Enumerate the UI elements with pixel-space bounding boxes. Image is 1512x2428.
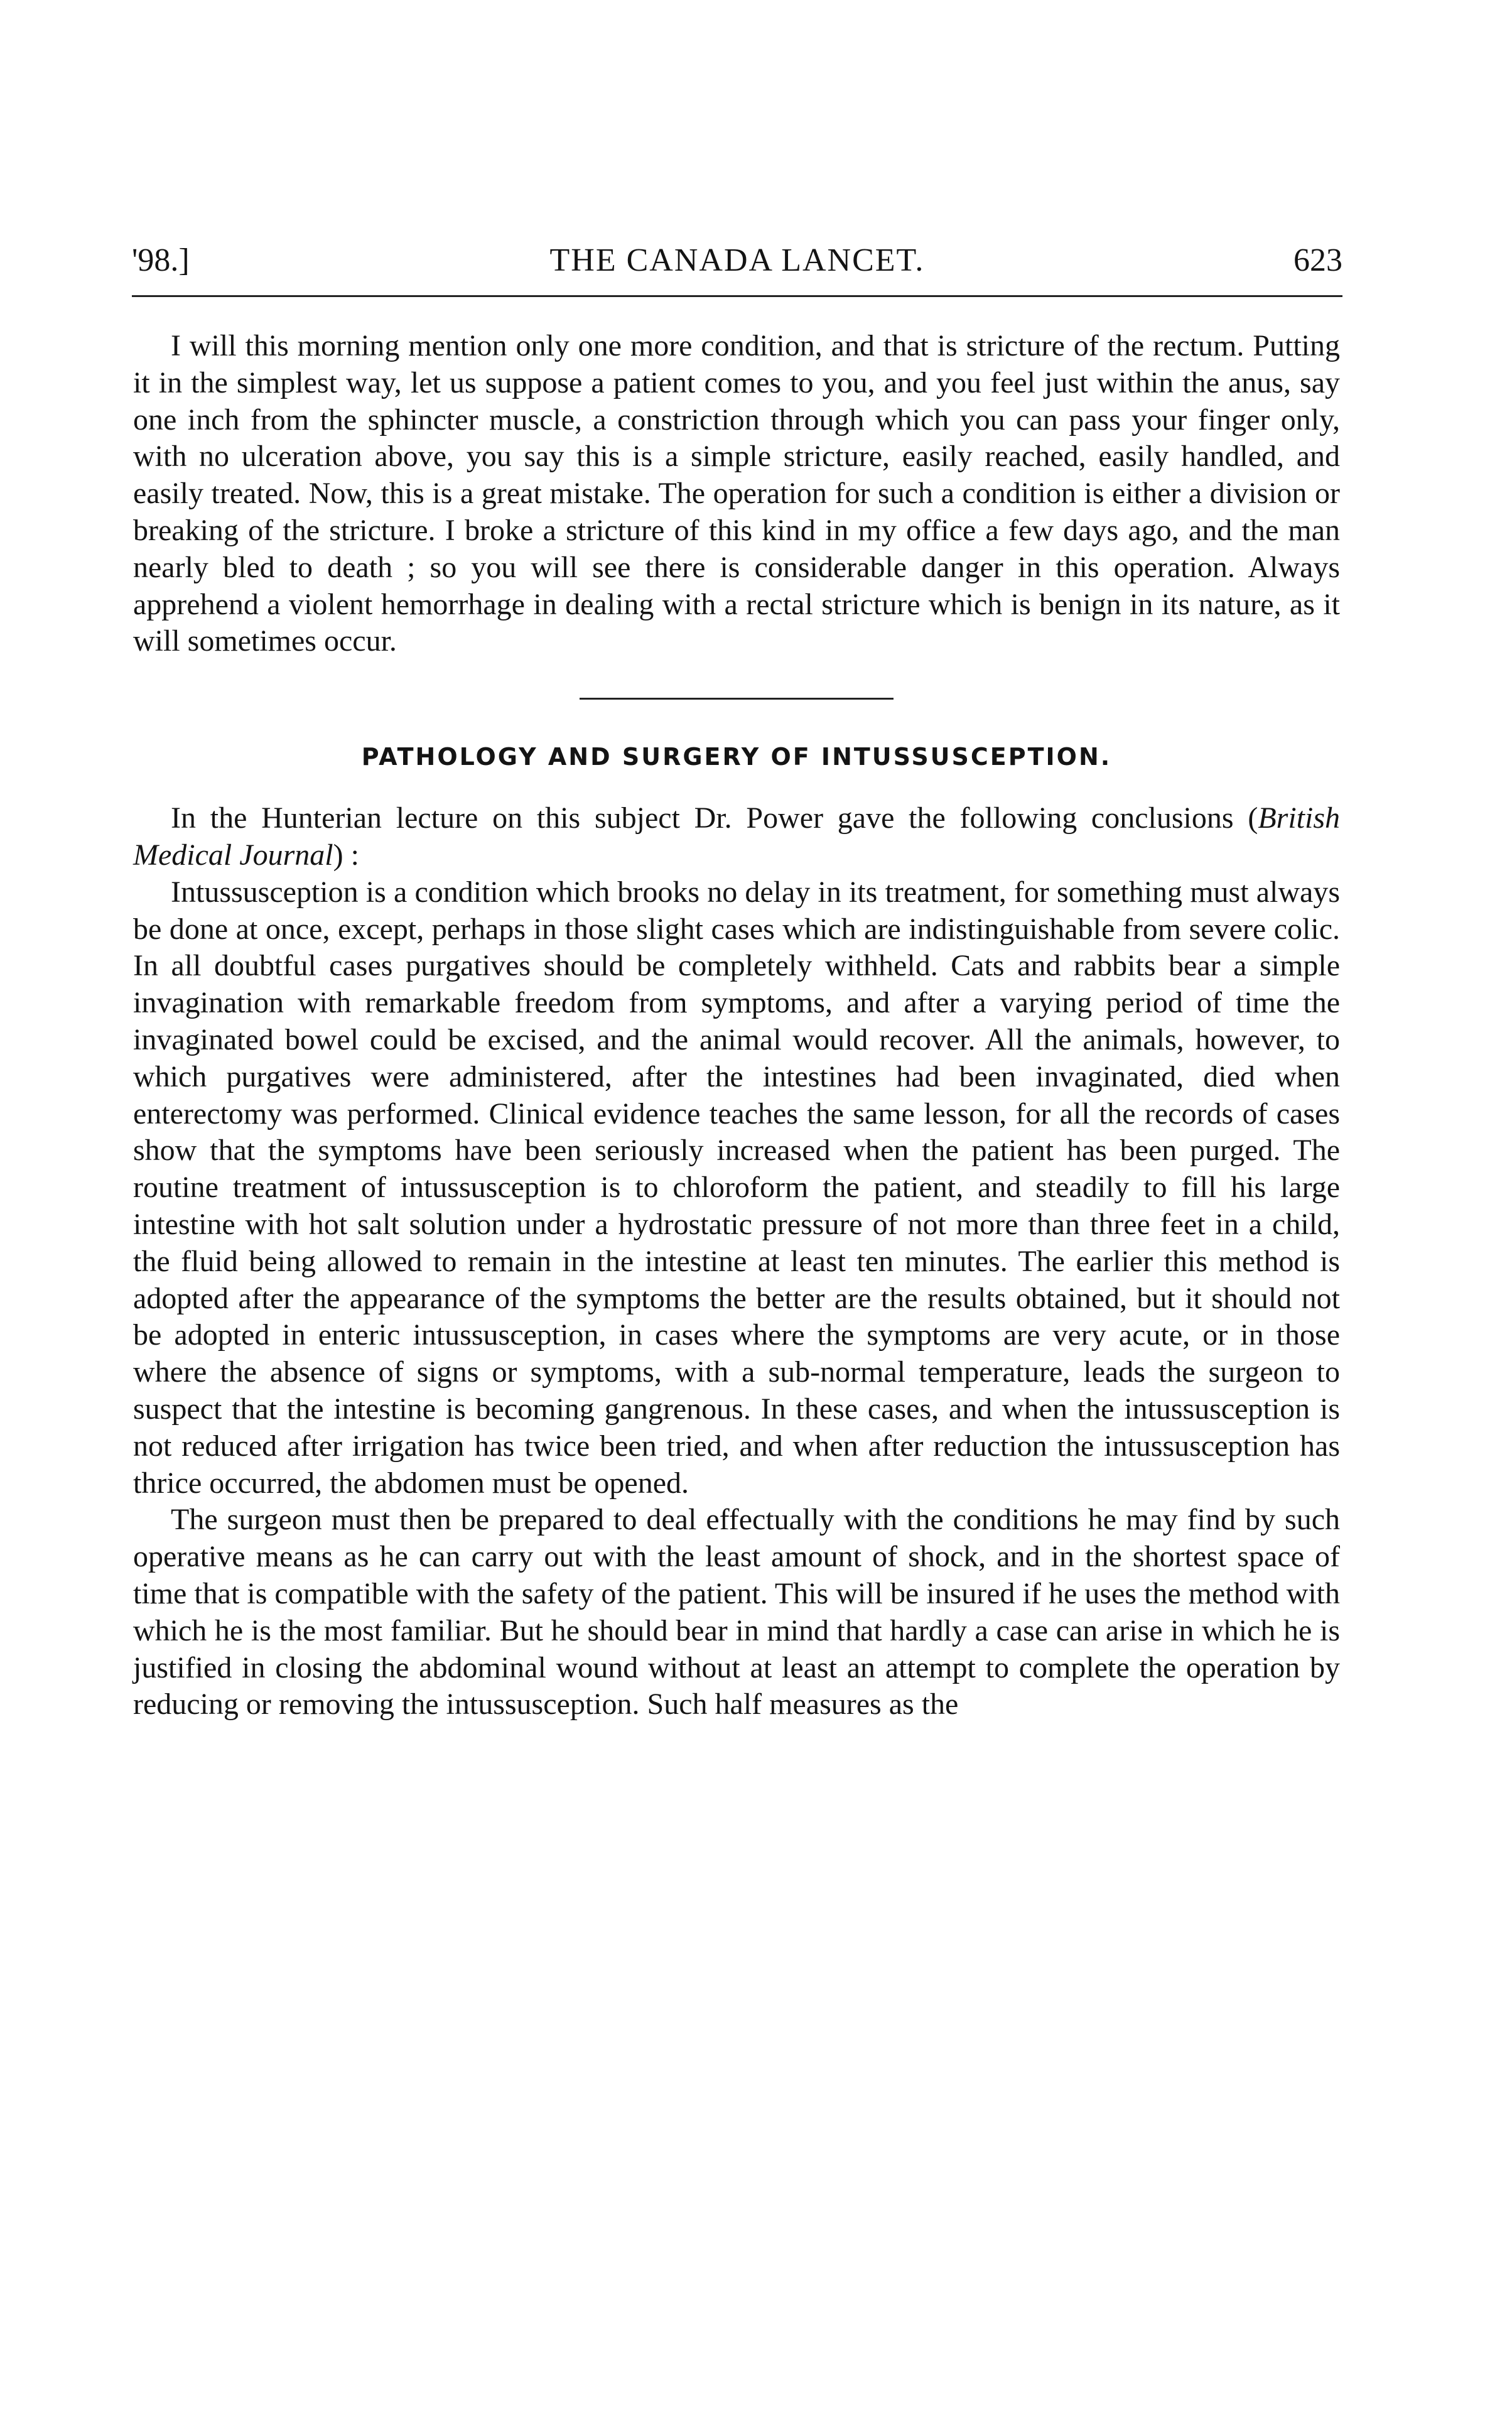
volume-label: '98.] [132,242,190,278]
body-paragraph: The surgeon must then be prepared to deal effectually with the conditions he may find by such operative means as he can carry out with the least amount of shock, and in the shortest space of time that is compatible with the safety of the patient. This will be insured if he uses the method with which he is the most familiar. But he should bear in mind that hardly a case can arise in which he is justified in closing the abdominal wound without at least an attempt to complete the operation by reducing or removing the intussusception. Such half measures as the [133,1503,1340,1721]
header-rule [132,295,1342,297]
lead-in-paragraph [133,800,1340,874]
journal-title: THE CANADA LANCET. [549,242,925,278]
article-body [133,328,1340,1723]
lead-in-text: In the Hunterian lecture on this subject Dr. Power gave the following conclusions ( [171,801,1258,835]
section-heading: PATHOLOGY AND SURGERY OF INTUSSUSCEPTION. [361,743,1112,771]
lead-in-end: ) : [333,838,359,872]
body-paragraph: Intussusception is a condition which brooks no delay in its treatment, for something must always be done at once, except, perhaps in those slight cases which are indistinguishable from severe colic. In all doubtful cases purgatives should be completely withheld. Cats and rabbits bear a simple invagination with remarkable freedom from symptoms, and after a varying period of time the invaginated bowel could be excised, and the animal would recover. All the animals, however, to which purgatives were administered, after the intestines had been invaginated, died when enterectomy was performed. Clinical evidence teaches the same lesson, for all the records of cases show that the symptoms have been seriously increased when the patient has been purged. The routine treatment of intussusception is to chloroform the patient, and steadily to fill his large intestine with hot salt solution under a hydrostatic pressure of not more than three feet in a child, the fluid being allowed to remain in the intestine at least ten minutes. The earlier this method is adopted after the appearance of the symptoms the better are the results obtained, but it should not be adopted in enteric intussusception, in cases where the symptoms are very acute, or in those where the absence of signs or symptoms, with a sub-normal temperature, leads the surgeon to suspect that the intestine is becoming gangrenous. In these cases, and when the intussusception is not reduced after irrigation has twice been tried, and when after reduction the intussusception has thrice occurred, the abdomen must be opened. [133,875,1340,1500]
running-head [132,242,1342,286]
citation-title: British Medical Journal [133,801,1340,872]
section-divider [580,698,894,700]
page-number: 623 [1293,242,1342,278]
intro-paragraph: I will this morning mention only one more condition, and that is stricture of the rectum. Putting it in the simplest way, let us suppose a patient comes to you, and you feel just within the anus, say one inch from the sphincter muscle, a constriction through which you can pass your finger only, with no ulceration above, you say this is a simple stricture, easily reached, easily handled, and easily treated. Now, this is a great mistake. The operation for such a condition is either a division or breaking of the stricture. I broke a stricture of this kind in my office a few days ago, and the man nearly bled to death ; so you will see there is considerable danger in this operation. Always apprehend a violent hemorrhage in dealing with a rectal stricture which is benign in its nature, as it will sometimes occur. [133,329,1340,658]
